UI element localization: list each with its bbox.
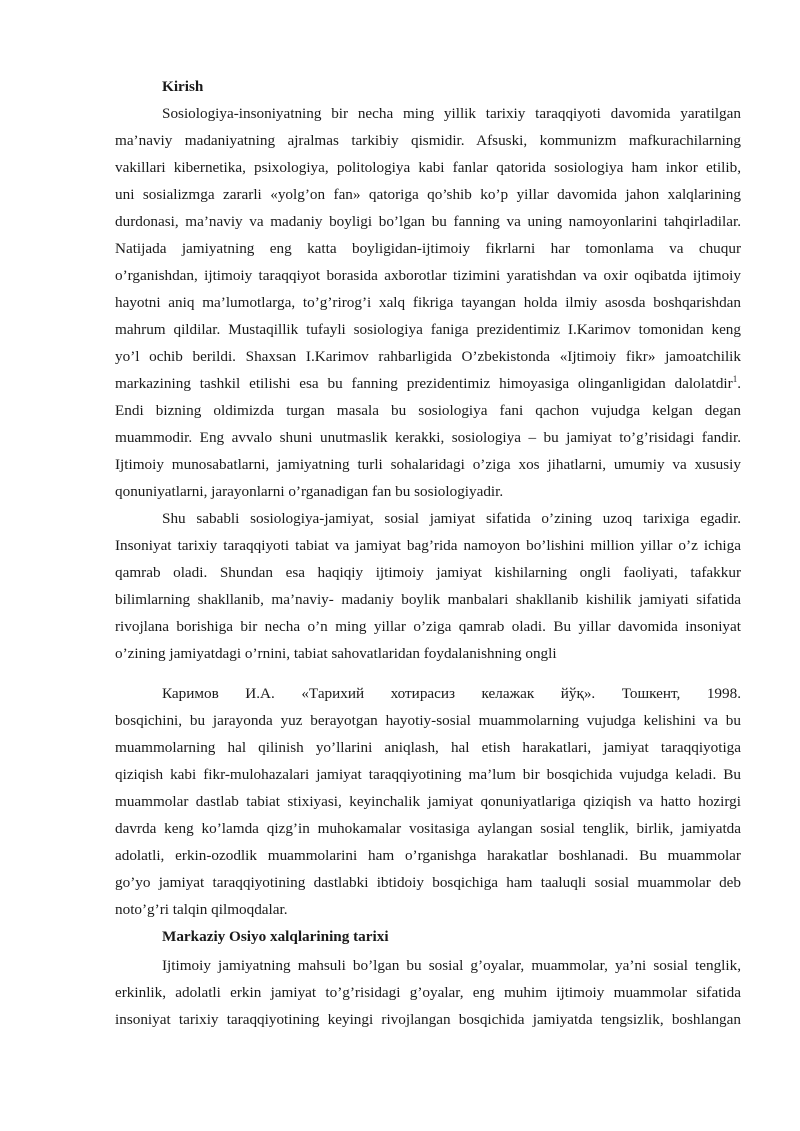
paragraph-line (115, 371, 741, 397)
paragraph-line: erkinlik, adolatli erkin jamiyat to’g’risidagi g’oyalar, eng muhim ijtimoiy muammolar sifatida (115, 984, 741, 1001)
paragraph-line: qonuniyatlarni, jarayonlarni o’rganadigan fan bu sosiologiyadir. (115, 483, 504, 500)
paragraph-line: bilimlarning shakllanib, ma’naviy- madaniy boylik manbalari shakllanib kishilik jamiyati sifatida (115, 591, 741, 608)
paragraph-line: Endi bizning oldimizda turgan masala bu sosiologiya fani qachon vujudga kelgan degan (115, 402, 741, 419)
paragraph-line: muammodir. Eng avvalo shuni unutmaslik kerakki, sosiologiya – bu jamiyat to’g’risidagi fandir. (115, 429, 741, 446)
paragraph-line: qiziqish kabi fikr-mulohazalari jamiyat taraqqiyotining ma’lum bir bosqichida vujudga keladi. Bu (115, 766, 741, 783)
paragraph-line: o’zining jamiyatdagi o’rnini, tabiat sahovatlaridan foydalanishning ongli (115, 645, 557, 662)
paragraph-line: yo’l ochib berildi. Shaxsan I.Karimov rahbarligida O’zbekistonda «Ijtimoiy fikr» jamoatchilik (115, 348, 741, 365)
paragraph-line: Natijada jamiyatning eng katta boyligidan-ijtimoiy fikrlarni har tomonlama va chuqur (115, 240, 741, 257)
heading-kirish: Kirish (162, 78, 204, 95)
heading-markaziy-osiyo: Markaziy Osiyo xalqlarining tarixi (162, 928, 389, 945)
paragraph-line: Insoniyat tarixiy taraqqiyoti tabiat va jamiyat bag’rida namoyon bo’lishini million yillar o’z ichiga (115, 537, 741, 554)
paragraph-line: go’yo jamiyat taraqqiyotining dastlabki ibtidoiy bosqichiga ham taaluqli sosial muammolar deb (115, 874, 741, 891)
paragraph-line: Shu sababli sosiologiya-jamiyat, sosial jamiyat sifatida o’zining uzoq tarixiga egadir. (162, 510, 741, 527)
paragraph-line: muammolarning hal qilinish yo’llarini aniqlash, hal etish harakatlari, jamiyat taraqqiyotiga (115, 739, 741, 756)
paragraph-line: Sosiologiya-insoniyatning bir necha ming yillik tarixiy taraqqiyoti davomida yaratilgan (162, 105, 741, 122)
paragraph-line: insoniyat tarixiy taraqqiyotining keyingi rivojlangan bosqichida jamiyatda tengsizlik, boshlangan (115, 1011, 741, 1028)
footnote-reference[interactable]: 1 (732, 373, 738, 384)
paragraph-text: markazining tashkil etilishi esa bu fanning prezidentimiz himoyasiga olinganligidan dalolatdir (115, 375, 733, 392)
paragraph-line: davrda keng ko’lamda qizg’in muhokamalar vositasiga aylangan sosial tenglik, birlik, jamiyatda (115, 820, 741, 837)
paragraph-line: bosqichini, bu jarayonda yuz berayotgan hayotiy-sosial muammolarning vujudga kelishini va bu (115, 712, 741, 729)
paragraph-line: Ijtimoiy munosabatlarni, jamiyatning turli sohalaridagi o’ziga xos jihatlarni, umumiy va xususiy (115, 456, 741, 473)
paragraph-line: o’rganishdan, ijtimoiy taraqqiyot borasida axborotlar tizimini yaratishdan va oxir oqibatda ijtimoiy (115, 267, 741, 284)
paragraph-line: hayotni aniq ma’lumotlarga, to’g’rirog’i xalq fikriga tayangan holda ilmiy asosda boshqarishdan (115, 294, 741, 311)
paragraph-line: qamrab oladi. Shundan esa haqiqiy ijtimoiy jamiyat kishilarning ongli faoliyati, tafakkur (115, 564, 741, 581)
paragraph-line: durdonasi, ma’naviy va madaniy boyligi bo’lgan bu fanning va uning namoyonlarini tahqirladilar. (115, 213, 741, 230)
paragraph-line: muammolar dastlab tabiat stixiyasi, keyinchalik jamiyat qonuniyatlariga qiziqish va hatto hozirgi (115, 793, 741, 810)
paragraph-line: ma’naviy madaniyatning ajralmas tarkibiy qismidir. Afsuski, kommunizm mafkurachilarning (115, 132, 741, 149)
paragraph-line: mahrum qildilar. Mustaqillik tufayli sosiologiya faniga prezidentimiz I.Karimov tomonidan keng (115, 321, 741, 338)
paragraph-line: rivojlana borishiga bir necha o’n ming yillar o’ziga qamrab oladi. Bu yillar davomida insoniyat (115, 618, 741, 635)
paragraph-line: noto’g’ri talqin qilmoqdalar. (115, 901, 288, 918)
paragraph-text: . (737, 375, 741, 392)
paragraph-line: vakillari kibernetika, psixologiya, politologiya kabi fanlar qatorida sosiologiya ham inkor etilib, (115, 159, 741, 176)
paragraph-line: uni sosializmga zararli «yolg’on fan» qatoriga qo’shib ko’p yillar davomida jahon xalqlarining (115, 186, 741, 203)
paragraph-line: adolatli, erkin-ozodlik muammolarini ham o’rganishga harakatlar boshlanadi. Bu muammolar (115, 847, 741, 864)
footnote-text: Каримов И.А. «Тарихий хотирасиз келажак йўқ». Тошкент, 1998. (162, 685, 741, 702)
paragraph-line: Ijtimoiy jamiyatning mahsuli bo’lgan bu sosial g’oyalar, muammolar, ya’ni sosial tenglik, (162, 957, 741, 974)
